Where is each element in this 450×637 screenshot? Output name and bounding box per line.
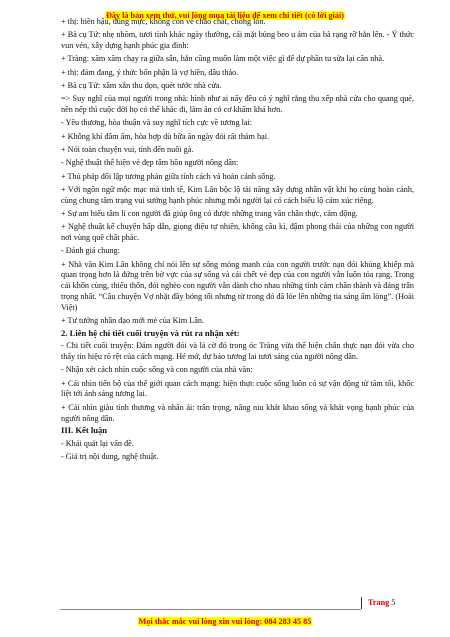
section-2-heading: 2. Liên hệ chi tiết cuối truyện và rút ra nhận xét: (61, 327, 240, 338)
body-line: + Bà cụ Tứ: xăm xắn thu dọn, quét tước nhà cửa. (61, 80, 222, 90)
body-line: + Thủ pháp đối lập tương phản giữa tính cách và hoàn cảnh sống. (61, 171, 276, 181)
body-line: + Tư tưởng nhân đạo mới mẻ của Kim Lân. (61, 316, 204, 326)
body-line: - Yêu thương, hòa thuận và suy nghĩ tích cực về tương lai: (61, 118, 253, 128)
body-line: - Nhận xét cách nhìn cuộc sống và con người của nhà văn: (61, 365, 253, 375)
section-3-heading: III. Kết luận (61, 425, 108, 436)
page-number-value: 5 (391, 598, 396, 607)
body-line: + Cái nhìn giàu tình thương và nhân ái: trân trọng, nâng niu khát khao sống và khát vọng hạnh phúc của người nông dân. (61, 402, 414, 423)
body-line: => Suy nghĩ của mọi người trong nhà: hình như ai nấy đều có ý nghĩ rằng thu xếp nhà cửa cho quang quẻ, nền nếp thì cuộc đời họ có thể khác đi, làm ăn có cơ khấm khá hơn. (61, 94, 414, 115)
body-line: + Với ngôn ngữ mộc mạc mà tinh tế, Kim Lân bộc lộ tài năng xây dựng nhân vật khi họ cùng hoàn cảnh, cùng chung tâm trạng vui sướng hạnh phúc nhưng mỗi người lại có cách biểu lộ cảm xúc riêng. (61, 184, 414, 205)
body-line: + Bà cụ Tứ: nhẹ nhõm, tươi tỉnh khác ngày thường, cái mặt bủng beo u ám của bà rạng rỡ hẳn lên. - Ý thức vun vén, xây dựng hạnh phúc gia đình: (61, 30, 414, 51)
footer-contact (0, 611, 450, 629)
body-line: - Khái quát lại vấn đề. (61, 438, 134, 448)
body-line: + thị: hiền hậu, đúng mực, không còn vẻ chao chát, chỏng lỏn. (61, 17, 266, 26)
body-line: + Không khí đầm ấm, hòa hợp dù bữa ăn ngày đói rất thảm hại. (61, 131, 270, 141)
page-label: Trang (368, 598, 390, 607)
page-number (361, 597, 395, 609)
document-body (61, 17, 414, 463)
body-line: + Nghệ thuật kể chuyện hấp dẫn, giọng điệu tự nhiên, không cầu kì, đậm phong thái của những con người nơi vùng quê chất phác. (61, 222, 414, 243)
body-line: + Tràng: xăm xăm chạy ra giữa sân, hắn cũng muốn làm một việc gì để dự phần tu sửa lại căn nhà. (61, 54, 385, 64)
body-line: + Nhà văn Kim Lân không chỉ nói lên sự sống mỏng manh của con người trước nạn đói khủng khiếp mà quan trọng hơn là đứng trên bờ vực của sự sống và cái chết vẻ đẹp của con người vẫn luôn tỏa rạng. Trong cái khốn cùng, thiếu thốn, đói nghèo con người vẫn dành cho nhau những tình cảm chân thành và đáng trân trọng nhất. “Câu chuyện Vợ nhặt đầy bóng tối nhưng từ trong đó đã lóe lên những tia sáng ấm lòng”. (Hoài Việt) (61, 259, 414, 312)
body-line: - Giá trị nội dung, nghệ thuật. (61, 451, 159, 461)
body-line: - Nghệ thuật thể hiện vẻ đẹp tâm hồn người nông dân: (61, 158, 239, 168)
body-line: + Nói toàn chuyện vui, tính đến nuôi gà. (61, 144, 194, 154)
body-line: - Chi tiết cuối truyện: Đám người đói và lá cờ đỏ trong óc Tràng vừa thể hiện chân thực nạn đói vừa cho thấy tín hiệu rõ rệt của cách mạng. Hé mở, dự báo tương lai tươi sáng của người nông dân. (61, 341, 414, 362)
body-line: + Cái nhìn tiến bộ của thế giới quan cách mạng: hiện thực cuộc sống luôn có sự vận động từ tăm tối, khốc liệt tới ánh sáng tương lai. (61, 378, 414, 399)
footer-contact-text: Mọi thắc mắc vui lòng xin vui lòng: 084 283 45 85 (138, 617, 312, 626)
preview-banner-text: Đây là bản xem thử, vui lòng mua tài liệu để xem chi tiết (có lời giải) (105, 11, 344, 20)
footer-divider (60, 609, 361, 610)
body-line: + thị: đảm đang, ý thức bổn phận là vợ hiền, dâu thảo. (61, 67, 239, 77)
body-line: - Đánh giá chung: (61, 246, 120, 256)
body-line: + Sự am hiểu tâm lí con người đã giúp ông có được những trang văn chân thực, cảm động. (61, 208, 358, 218)
